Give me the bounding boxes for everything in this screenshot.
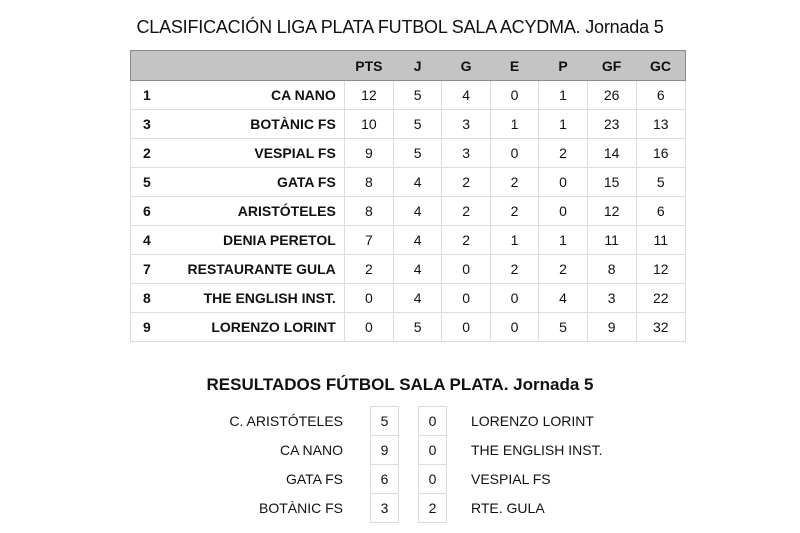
header-p: P — [539, 51, 587, 81]
e-cell: 2 — [490, 168, 538, 197]
rank-cell: 1 — [131, 81, 173, 110]
match-row — [0, 493, 800, 522]
j-cell: 4 — [393, 284, 441, 313]
pts-cell: 8 — [344, 168, 393, 197]
gf-cell: 26 — [587, 81, 636, 110]
away-score: 2 — [418, 493, 447, 523]
gc-cell: 11 — [636, 226, 685, 255]
p-cell: 1 — [539, 110, 587, 139]
header-e: E — [490, 51, 538, 81]
rank-cell: 6 — [131, 197, 173, 226]
j-cell: 4 — [393, 168, 441, 197]
table-row — [131, 81, 686, 110]
away-team: LORENZO LORINT — [471, 413, 594, 429]
away-team: THE ENGLISH INST. — [471, 442, 603, 458]
j-cell: 4 — [393, 197, 441, 226]
p-cell: 2 — [539, 139, 587, 168]
gf-cell: 8 — [587, 255, 636, 284]
p-cell: 4 — [539, 284, 587, 313]
j-cell: 4 — [393, 255, 441, 284]
table-row — [131, 139, 686, 168]
header-pts: PTS — [344, 51, 393, 81]
gf-cell: 3 — [587, 284, 636, 313]
g-cell: 4 — [442, 81, 491, 110]
team-cell: GATA FS — [172, 168, 344, 197]
home-score: 3 — [370, 493, 399, 523]
gc-cell: 5 — [636, 168, 685, 197]
gf-cell: 11 — [587, 226, 636, 255]
team-cell: ARISTÓTELES — [172, 197, 344, 226]
g-cell: 0 — [442, 284, 491, 313]
pts-cell: 10 — [344, 110, 393, 139]
j-cell: 5 — [393, 139, 441, 168]
e-cell: 1 — [490, 110, 538, 139]
pts-cell: 12 — [344, 81, 393, 110]
g-cell: 3 — [442, 110, 491, 139]
home-team: GATA FS — [285, 471, 343, 487]
home-team: BOTÀNIC FS — [258, 500, 343, 516]
pts-cell: 8 — [344, 197, 393, 226]
gc-cell: 13 — [636, 110, 685, 139]
pts-cell: 0 — [344, 313, 393, 342]
e-cell: 0 — [490, 139, 538, 168]
gc-cell: 6 — [636, 81, 685, 110]
e-cell: 0 — [490, 284, 538, 313]
standings-header-row — [131, 51, 686, 81]
gc-cell: 32 — [636, 313, 685, 342]
gf-cell: 14 — [587, 139, 636, 168]
pts-cell: 0 — [344, 284, 393, 313]
e-cell: 2 — [490, 197, 538, 226]
p-cell: 1 — [539, 81, 587, 110]
g-cell: 0 — [442, 313, 491, 342]
rank-cell: 8 — [131, 284, 173, 313]
header-g: G — [442, 51, 491, 81]
gc-cell: 12 — [636, 255, 685, 284]
header-gf: GF — [587, 51, 636, 81]
rank-cell: 3 — [131, 110, 173, 139]
gf-cell: 12 — [587, 197, 636, 226]
p-cell: 1 — [539, 226, 587, 255]
rank-cell: 5 — [131, 168, 173, 197]
match-row — [0, 406, 800, 435]
gf-cell: 23 — [587, 110, 636, 139]
gc-cell: 6 — [636, 197, 685, 226]
e-cell: 0 — [490, 81, 538, 110]
p-cell: 0 — [539, 168, 587, 197]
table-row — [131, 110, 686, 139]
standings-title: CLASIFICACIÓN LIGA PLATA FUTBOL SALA ACYDMA. Jornada 5 — [136, 17, 664, 37]
header-rank — [131, 51, 173, 81]
rank-cell: 2 — [131, 139, 173, 168]
e-cell: 0 — [490, 313, 538, 342]
p-cell: 2 — [539, 255, 587, 284]
gf-cell: 15 — [587, 168, 636, 197]
away-score: 0 — [418, 435, 447, 465]
home-score: 9 — [370, 435, 399, 465]
g-cell: 2 — [442, 197, 491, 226]
e-cell: 1 — [490, 226, 538, 255]
table-row — [131, 197, 686, 226]
home-team: CA NANO — [279, 442, 343, 458]
home-score: 5 — [370, 406, 399, 436]
table-row — [131, 226, 686, 255]
j-cell: 5 — [393, 313, 441, 342]
home-score: 6 — [370, 464, 399, 494]
away-team: RTE. GULA — [471, 500, 545, 516]
header-team — [172, 51, 344, 81]
table-row — [131, 284, 686, 313]
team-cell: BOTÀNIC FS — [172, 110, 344, 139]
e-cell: 2 — [490, 255, 538, 284]
j-cell: 4 — [393, 226, 441, 255]
team-cell: CA NANO — [172, 81, 344, 110]
rank-cell: 4 — [131, 226, 173, 255]
g-cell: 2 — [442, 168, 491, 197]
pts-cell: 9 — [344, 139, 393, 168]
gc-cell: 16 — [636, 139, 685, 168]
table-row — [131, 313, 686, 342]
j-cell: 5 — [393, 81, 441, 110]
table-row — [131, 255, 686, 284]
header-gc: GC — [636, 51, 685, 81]
match-row — [0, 435, 800, 464]
rank-cell: 7 — [131, 255, 173, 284]
rank-cell: 9 — [131, 313, 173, 342]
table-row — [131, 168, 686, 197]
away-team: VESPIAL FS — [471, 471, 551, 487]
away-score: 0 — [418, 406, 447, 436]
gf-cell: 9 — [587, 313, 636, 342]
team-cell: LORENZO LORINT — [172, 313, 344, 342]
team-cell: THE ENGLISH INST. — [172, 284, 344, 313]
match-row — [0, 464, 800, 493]
team-cell: RESTAURANTE GULA — [172, 255, 344, 284]
g-cell: 2 — [442, 226, 491, 255]
team-cell: VESPIAL FS — [172, 139, 344, 168]
home-team: C. ARISTÓTELES — [229, 413, 343, 429]
away-score: 0 — [418, 464, 447, 494]
pts-cell: 7 — [344, 226, 393, 255]
p-cell: 0 — [539, 197, 587, 226]
header-j: J — [393, 51, 441, 81]
results-title: RESULTADOS FÚTBOL SALA PLATA. Jornada 5 — [206, 375, 594, 394]
p-cell: 5 — [539, 313, 587, 342]
gc-cell: 22 — [636, 284, 685, 313]
g-cell: 3 — [442, 139, 491, 168]
pts-cell: 2 — [344, 255, 393, 284]
j-cell: 5 — [393, 110, 441, 139]
g-cell: 0 — [442, 255, 491, 284]
standings-table — [130, 50, 686, 342]
team-cell: DENIA PERETOL — [172, 226, 344, 255]
